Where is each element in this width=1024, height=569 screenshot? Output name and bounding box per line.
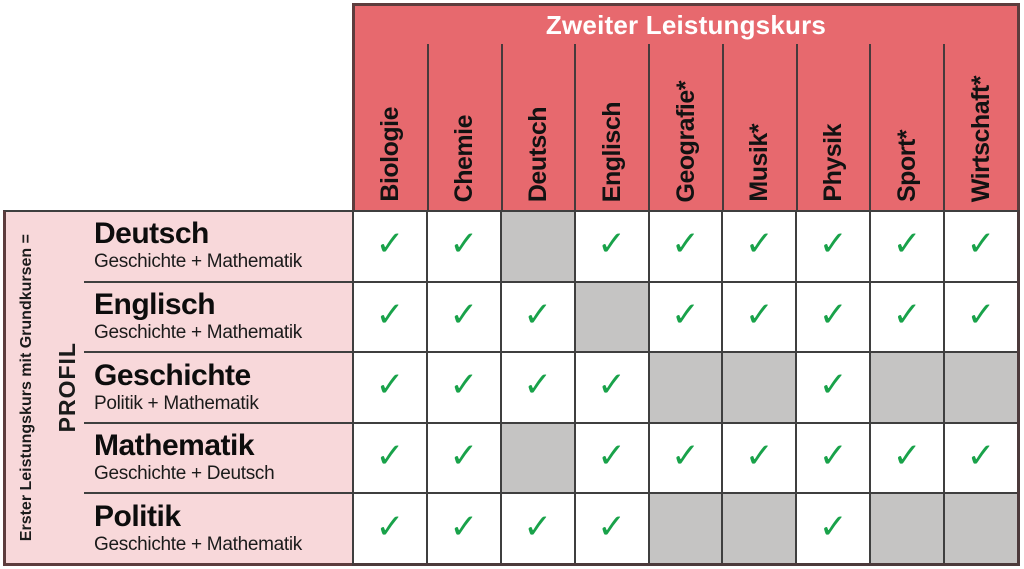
matrix-cell-allowed xyxy=(428,494,500,563)
matrix-cell-allowed xyxy=(871,424,943,493)
row-grundkurse-label: Geschichte + Mathematik xyxy=(94,321,303,343)
matrix-cell-blocked xyxy=(871,494,943,563)
check-icon: ✓ xyxy=(449,365,479,406)
matrix-cell-allowed xyxy=(576,424,648,493)
check-icon: ✓ xyxy=(597,506,626,547)
matrix-cell-allowed xyxy=(650,283,722,352)
combination-matrix xyxy=(352,210,1020,566)
table-title: Zweiter Leistungskurs xyxy=(545,9,827,40)
matrix-cell-allowed xyxy=(871,283,943,352)
check-icon: ✓ xyxy=(375,436,405,477)
check-icon: ✓ xyxy=(375,294,405,335)
check-icon: ✓ xyxy=(523,365,552,406)
check-icon: ✓ xyxy=(819,294,848,335)
check-icon: ✓ xyxy=(597,365,626,406)
profil-label xyxy=(50,212,84,563)
matrix-cell-allowed xyxy=(723,424,795,493)
column-header-label: Sport* xyxy=(892,130,921,202)
matrix-cell-allowed xyxy=(354,212,426,281)
matrix-cell-blocked xyxy=(502,424,574,493)
matrix-cell-allowed xyxy=(502,494,574,563)
matrix-cell-allowed xyxy=(945,424,1017,493)
column-header-label: Wirtschaft* xyxy=(966,75,995,202)
first-course-panel xyxy=(3,210,352,566)
row-header xyxy=(84,281,352,352)
column-header xyxy=(943,44,1017,210)
matrix-cell-blocked xyxy=(945,353,1017,422)
check-icon: ✓ xyxy=(449,224,479,265)
matrix-cell-allowed xyxy=(797,212,869,281)
column-header-label: Biologie xyxy=(376,107,405,202)
check-icon: ✓ xyxy=(745,224,774,265)
row-subject-label: Deutsch xyxy=(94,217,209,251)
check-icon: ✓ xyxy=(819,436,848,477)
matrix-cell-allowed xyxy=(871,212,943,281)
matrix-cell-blocked xyxy=(945,494,1017,563)
check-icon: ✓ xyxy=(819,224,848,265)
matrix-cell-allowed xyxy=(354,494,426,563)
column-header-label: Chemie xyxy=(450,114,479,202)
check-icon: ✓ xyxy=(892,294,922,335)
column-header xyxy=(427,44,501,210)
check-icon: ✓ xyxy=(523,294,552,335)
matrix-cell-blocked xyxy=(723,353,795,422)
matrix-cell-allowed xyxy=(723,212,795,281)
first-course-axis-text: Erster Leistungskurs mit Grundkursen = xyxy=(18,233,35,542)
column-header xyxy=(501,44,575,210)
column-header xyxy=(796,44,870,210)
matrix-cell-blocked xyxy=(650,494,722,563)
column-header-label: Physik xyxy=(819,124,848,202)
check-icon: ✓ xyxy=(449,506,479,547)
check-icon: ✓ xyxy=(966,224,996,265)
row-subject-label: Politik xyxy=(94,499,181,533)
matrix-cell-allowed xyxy=(428,424,500,493)
row-header xyxy=(84,422,352,493)
column-header-label: Geografie* xyxy=(671,80,700,202)
column-header-label: Deutsch xyxy=(523,106,552,202)
check-icon: ✓ xyxy=(375,365,405,406)
matrix-cell-allowed xyxy=(797,424,869,493)
check-icon: ✓ xyxy=(819,365,848,406)
row-headers xyxy=(84,212,352,563)
check-icon: ✓ xyxy=(966,294,996,335)
row-grundkurse-label: Geschichte + Deutsch xyxy=(94,463,275,485)
check-icon: ✓ xyxy=(375,506,405,547)
check-icon: ✓ xyxy=(892,224,922,265)
column-header xyxy=(869,44,943,210)
matrix-cell-allowed xyxy=(576,494,648,563)
matrix-cell-allowed xyxy=(502,353,574,422)
column-header-label: Englisch xyxy=(597,101,626,202)
matrix-cell-allowed xyxy=(723,283,795,352)
row-grundkurse-label: Geschichte + Mathematik xyxy=(94,533,303,555)
matrix-cell-allowed xyxy=(502,283,574,352)
matrix-cell-blocked xyxy=(576,283,648,352)
matrix-cell-allowed xyxy=(797,494,869,563)
check-icon: ✓ xyxy=(966,436,996,477)
matrix-cell-allowed xyxy=(797,353,869,422)
matrix-cell-allowed xyxy=(354,283,426,352)
check-icon: ✓ xyxy=(819,506,848,547)
column-header xyxy=(722,44,796,210)
column-header-label: Musik* xyxy=(745,124,774,202)
row-subject-label: Mathematik xyxy=(94,429,255,463)
matrix-cell-allowed xyxy=(576,353,648,422)
profil-text: PROFIL xyxy=(53,342,80,433)
check-icon: ✓ xyxy=(523,506,552,547)
matrix-cell-blocked xyxy=(650,353,722,422)
row-header xyxy=(84,351,352,422)
check-icon: ✓ xyxy=(597,436,626,477)
check-icon: ✓ xyxy=(449,294,479,335)
check-icon: ✓ xyxy=(745,436,774,477)
check-icon: ✓ xyxy=(449,436,479,477)
matrix-cell-blocked xyxy=(723,494,795,563)
matrix-cell-allowed xyxy=(650,212,722,281)
column-header xyxy=(648,44,722,210)
check-icon: ✓ xyxy=(745,294,774,335)
row-grundkurse-label: Politik + Mathematik xyxy=(94,392,259,414)
row-subject-label: Geschichte xyxy=(94,358,251,392)
matrix-cell-blocked xyxy=(871,353,943,422)
check-icon: ✓ xyxy=(892,436,922,477)
row-header xyxy=(84,492,352,563)
matrix-cell-allowed xyxy=(650,424,722,493)
matrix-cell-allowed xyxy=(428,283,500,352)
row-header xyxy=(84,212,352,281)
matrix-cell-allowed xyxy=(354,424,426,493)
check-icon: ✓ xyxy=(671,224,700,265)
matrix-cell-allowed xyxy=(945,212,1017,281)
first-course-axis-label xyxy=(10,212,44,563)
matrix-cell-allowed xyxy=(354,353,426,422)
matrix-cell-allowed xyxy=(576,212,648,281)
row-subject-label: Englisch xyxy=(94,287,216,321)
matrix-cell-allowed xyxy=(428,353,500,422)
matrix-cell-allowed xyxy=(797,283,869,352)
check-icon: ✓ xyxy=(375,224,405,265)
matrix-cell-allowed xyxy=(945,283,1017,352)
check-icon: ✓ xyxy=(671,436,700,477)
column-header xyxy=(574,44,648,210)
row-grundkurse-label: Geschichte + Mathematik xyxy=(94,251,303,273)
matrix-cell-allowed xyxy=(428,212,500,281)
second-course-header xyxy=(352,3,1020,210)
column-header xyxy=(355,44,427,210)
column-headers xyxy=(355,44,1017,210)
matrix-cell-blocked xyxy=(502,212,574,281)
check-icon: ✓ xyxy=(597,224,626,265)
check-icon: ✓ xyxy=(671,294,700,335)
